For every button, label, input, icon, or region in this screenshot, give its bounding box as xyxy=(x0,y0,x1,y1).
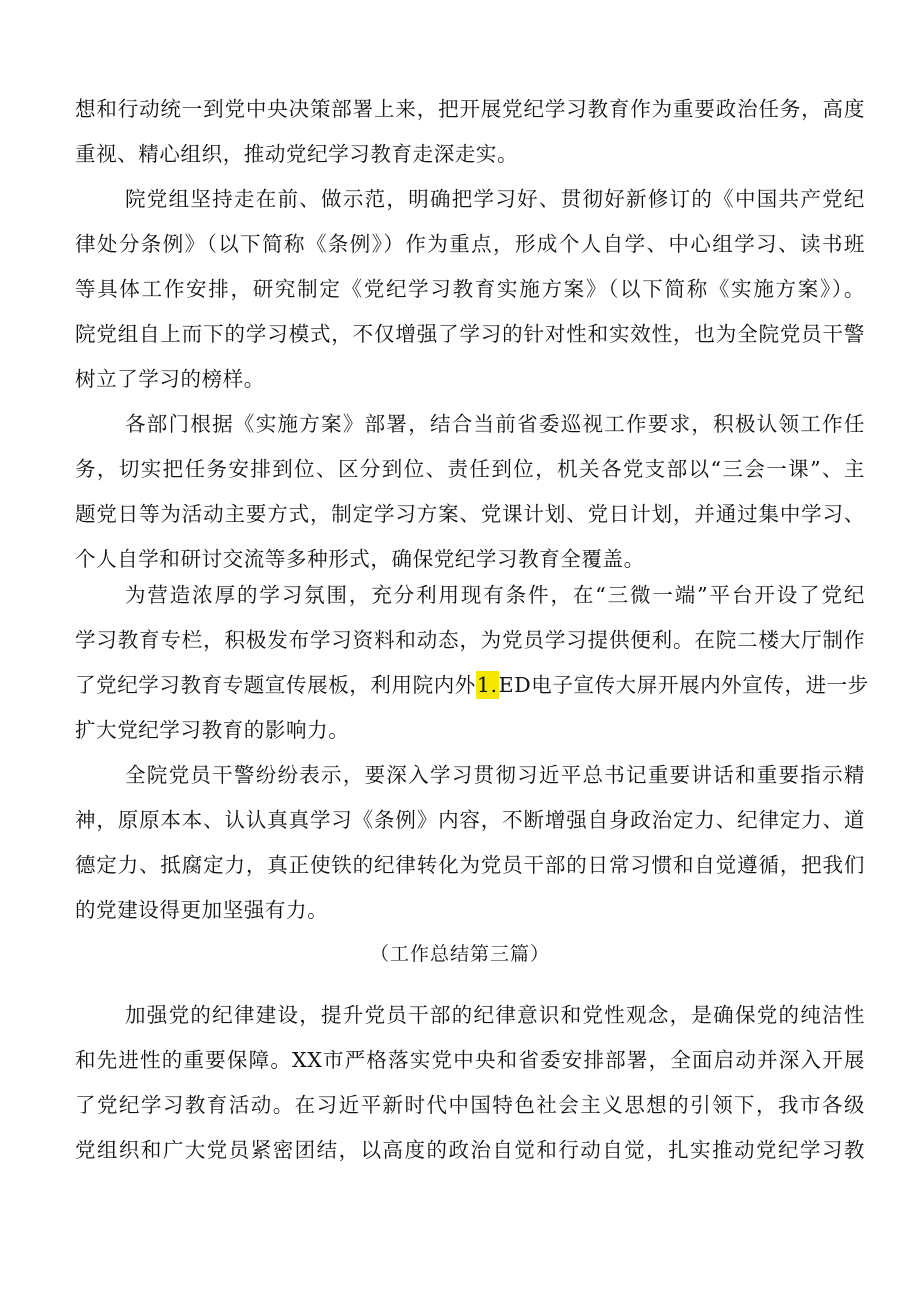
paragraph-4 xyxy=(75,573,869,753)
highlighted-text: 1. xyxy=(476,673,498,697)
text-line: 神，原原本本、认认真真学习《条例》内容，不断增强自身政治定力、纪律定力、道 xyxy=(75,808,865,832)
text-line: 的党建设得更加坚强有力。 xyxy=(75,898,329,922)
text-line: 了党纪学习教育活动。在习近平新时代中国特色社会主义思想的引领下，我市各级 xyxy=(75,1093,865,1117)
text-line: 扩大党纪学习教育的影响力。 xyxy=(75,718,350,742)
text-line: 为营造浓厚的学习氛围，充分利用现有条件，在“三微一端”平台开设了党纪 xyxy=(125,583,865,607)
text-line: 德定力、抵腐定力，真正使铁的纪律转化为党员干部的日常习惯和自觉遵循，把我们 xyxy=(75,853,865,877)
text-line: 院党组自上而下的学习模式，不仅增强了学习的针对性和实效性，也为全院党员干警 xyxy=(75,322,865,346)
paragraph-3 xyxy=(75,402,865,582)
text-line: 学习教育专栏，积极发布学习资料和动态，为党员学习提供便利。在院二楼大厅制作 xyxy=(75,628,865,652)
text-line-with-highlight xyxy=(75,663,869,708)
paragraph-2 xyxy=(75,177,865,402)
paragraph-5 xyxy=(75,753,865,933)
text-line: 想和行动统一到党中央决策部署上来，把开展党纪学习教育作为重要政治任务，高度 xyxy=(75,97,865,121)
text-line: 重视、精心组织，推动党纪学习教育走深走实。 xyxy=(75,142,519,166)
text-segment: 了党纪学习教育专题宣传展板，利用院内外 xyxy=(75,673,476,697)
text-line: 律处分条例》（以下简称《条例》）作为重点，形成个人自学、中心组学习、读书班 xyxy=(75,232,865,256)
text-line: 全院党员干警纷纷表示，要深入学习贯彻习近平总书记重要讲话和重要指示精 xyxy=(125,763,865,787)
text-line: 等具体工作安排，研究制定《党纪学习教育实施方案》（以下简称《实施方案》）。 xyxy=(75,277,865,301)
text-line: 树立了学习的榜样。 xyxy=(75,367,265,391)
text-line: 加强党的纪律建设，提升党员干部的纪律意识和党性观念，是确保党的纯洁性 xyxy=(125,1003,865,1027)
paragraph-1 xyxy=(75,87,865,177)
text-line: 党组织和广大党员紧密团结，以高度的政治自觉和行动自觉，扎实推动党纪学习教 xyxy=(75,1138,865,1162)
text-line: 题党日等为活动主要方式，制定学习方案、党课计划、党日计划，并通过集中学习、 xyxy=(75,502,865,526)
text-line: 务，切实把任务安排到位、区分到位、责任到位，机关各党支部以“三会一课”、主 xyxy=(75,457,865,481)
paragraph-6 xyxy=(75,993,865,1173)
text-line: 个人自学和研讨交流等多种形式，确保党纪学习教育全覆盖。 xyxy=(75,547,645,571)
section-heading: （工作总结第三篇） xyxy=(369,943,550,965)
text-line: 院党组坚持走在前、做示范，明确把学习好、贯彻好新修订的《中国共产党纪 xyxy=(125,187,865,211)
text-segment: ED电子宣传大屏开展内外宣传，进一步 xyxy=(498,673,869,697)
text-line: 各部门根据《实施方案》部署，结合当前省委巡视工作要求，积极认领工作任 xyxy=(125,412,865,436)
text-line: 和先进性的重要保障。XX市严格落实党中央和省委安排部署，全面启动并深入开展 xyxy=(75,1048,865,1072)
